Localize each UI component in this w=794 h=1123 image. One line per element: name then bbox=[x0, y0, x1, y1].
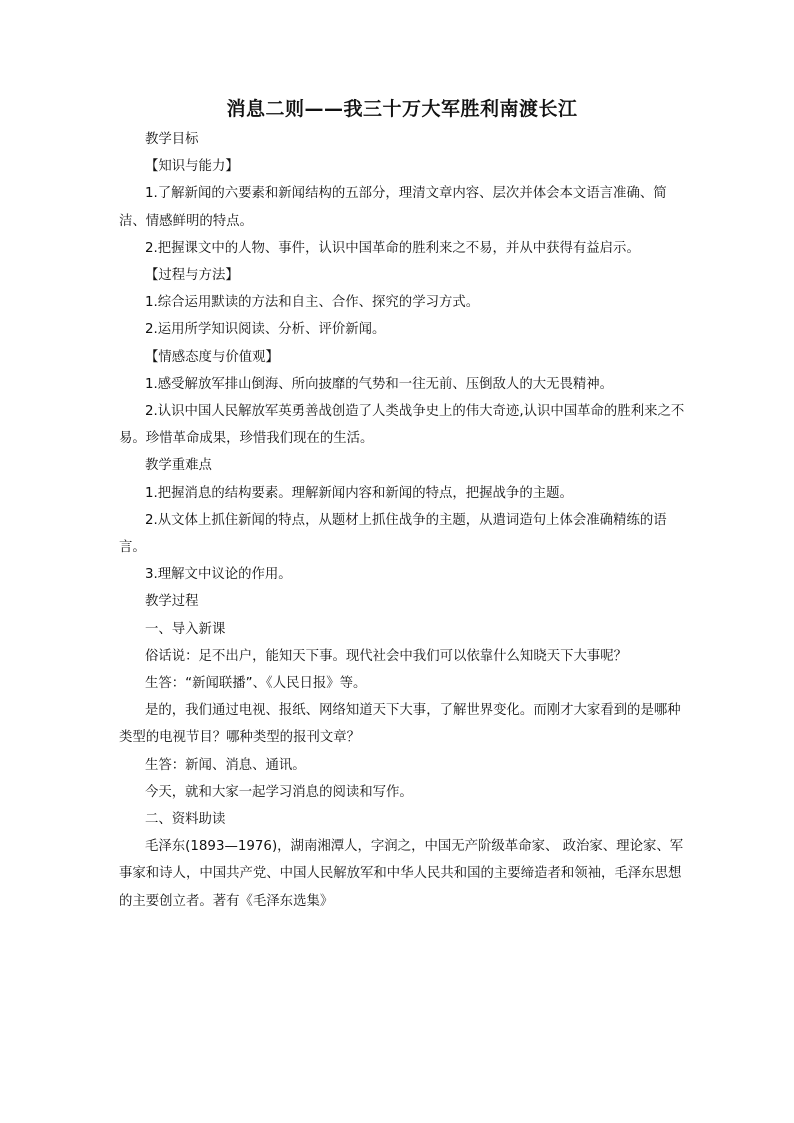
paragraph: 2.从文体上抓住新闻的特点，从题材上抓住战争的主题，从遣词造句上体会准确精练的语言。 bbox=[119, 512, 667, 556]
subheading-emotion-values: 【情感态度与价值观】 bbox=[145, 349, 279, 365]
subheading-introduction: 一、导入新课 bbox=[145, 621, 226, 637]
paragraph: 1.把握消息的结构要素。理解新闻内容和新闻的特点，把握战争的主题。 bbox=[145, 485, 573, 501]
subheading-knowledge-ability: 【知识与能力】 bbox=[145, 159, 239, 175]
paragraph: 2.运用所学知识阅读、分析、评价新闻。 bbox=[145, 322, 386, 338]
paragraph: 1.感受解放军排山倒海、所向披靡的气势和一往无前、压倒敌人的大无畏精神。 bbox=[145, 376, 614, 392]
paragraph: 今天，就和大家一起学习消息的阅读和写作。 bbox=[145, 784, 413, 800]
paragraph: 3.理解文中议论的作用。 bbox=[145, 567, 292, 583]
heading-teaching-goals: 教学目标 bbox=[145, 132, 199, 147]
paragraph: 俗话说：足不出户，能知天下事。现代社会中我们可以依靠什么知晓天下大事呢？ bbox=[145, 648, 628, 664]
document-title: 消息二则——我三十万大军胜利南渡长江 bbox=[226, 98, 578, 120]
heading-teaching-process: 教学过程 bbox=[145, 594, 199, 610]
paragraph: 毛泽东(1893—1976)，湖南湘潭人，字润之，中国无产阶级革命家、 政治家、理论家、军事家和诗人，中国共产党、中国人民解放军和中华人民共和国的主要缔造者和领袖，毛泽东思想的主要创立者。著有《毛泽东选集》 bbox=[119, 839, 684, 909]
paragraph: 1.了解新闻的六要素和新闻结构的五部分，理清文章内容、层次并体会本文语言准确、简洁、情感鲜明的特点。 bbox=[119, 186, 667, 229]
paragraph: 1.综合运用默读的方法和自主、合作、探究的学习方式。 bbox=[145, 295, 480, 311]
document-page bbox=[119, 96, 685, 915]
subheading-process-method: 【过程与方法】 bbox=[145, 268, 239, 284]
paragraph: 是的，我们通过电视、报纸、网络知道天下大事，了解世界变化。而刚才大家看到的是哪种类型的电视节目？哪种类型的报刊文章？ bbox=[119, 703, 681, 746]
paragraph: 生答：新闻、消息、通讯。 bbox=[145, 757, 306, 773]
paragraph: 生答：“新闻联播”、《人民日报》等。 bbox=[145, 676, 367, 692]
subheading-reference-material: 二、资料助读 bbox=[145, 812, 226, 828]
paragraph: 2.认识中国人民解放军英勇善战创造了人类战争史上的伟大奇迹,认识中国革命的胜利来之不易。珍惜革命成果，珍惜我们现在的生活。 bbox=[119, 404, 685, 447]
paragraph: 2.把握课文中的人物、事件，认识中国革命的胜利来之不易，并从中获得有益启示。 bbox=[145, 240, 640, 256]
heading-key-difficult-points: 教学重难点 bbox=[145, 458, 212, 474]
